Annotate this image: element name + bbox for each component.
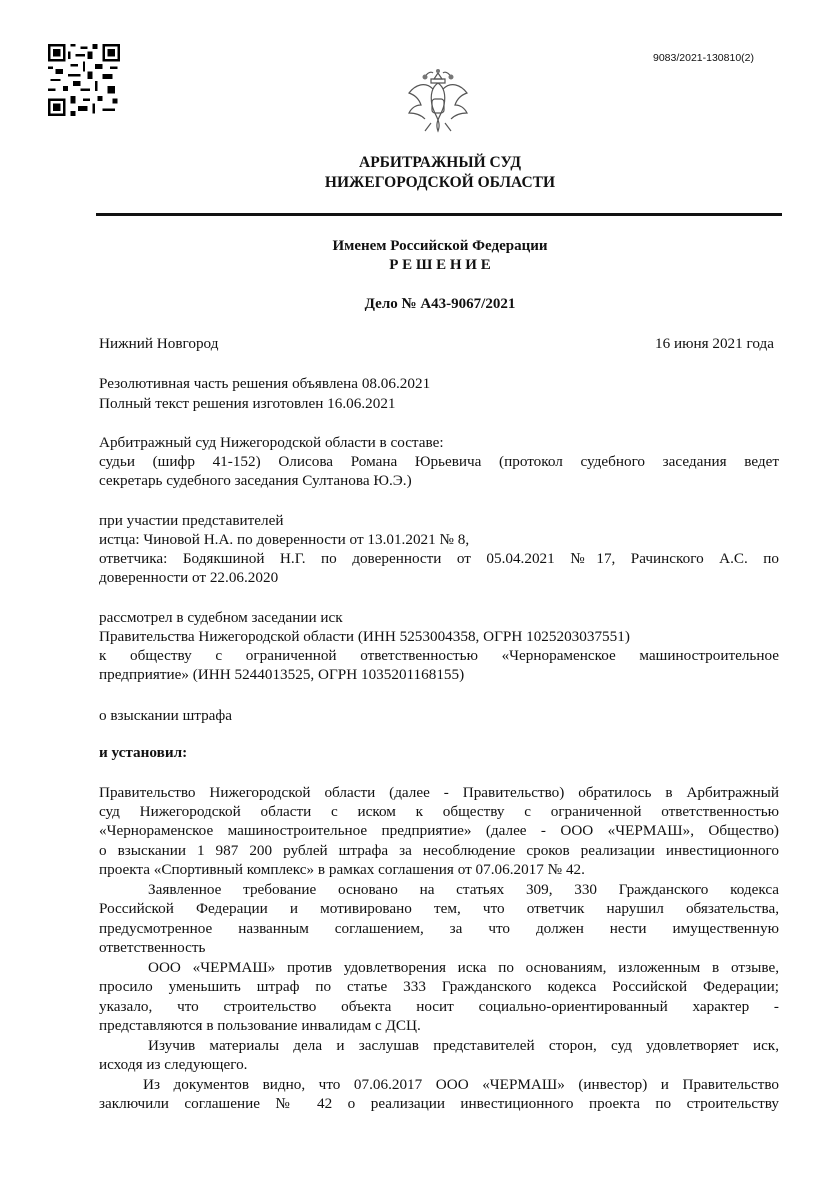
para2-line: Российской Федерации и мотивировано тем, что ответчик нарушил обязательства,: [99, 900, 779, 917]
claim-line: предприятие» (ИНН 5244013525, ОГРН 1035201168155): [99, 666, 465, 683]
in-name-heading: Именем Российской Федерации: [332, 238, 548, 254]
para1-line: Правительство Нижегородской области (далее - Правительство) обратилось в Арбитражный: [99, 784, 779, 801]
court-name-line1: АРБИТРАЖНЫЙ СУД: [359, 154, 521, 171]
para3-line: указало, что строительство объекта носит социально-ориентированный характер -: [99, 998, 779, 1015]
para5-line: заключили соглашение № 42 о реализации инвестиционного проекта по строительству: [99, 1095, 779, 1112]
composition-line: секретарь судебного заседания Султанова Ю.Э.): [99, 472, 412, 489]
decision-date: 16 июня 2021 года: [654, 335, 774, 352]
composition-line: Арбитражный суд Нижегородской области в составе:: [99, 434, 444, 451]
court-name-line2: НИЖЕГОРОДСКОЙ ОБЛАСТИ: [324, 174, 556, 191]
participants-line: доверенности от 22.06.2020: [99, 569, 279, 586]
resolution-announced: Резолютивная часть решения объявлена 08.06.2021: [99, 375, 431, 392]
qr-code: [48, 44, 120, 116]
para1-line: о взыскании 1 987 200 рублей штрафа за несоблюдение сроков реализации инвестиционного: [99, 842, 779, 859]
para3-line: представляются в пользование инвалидам с ДСЦ.: [99, 1017, 421, 1034]
para3-line: просило уменьшить штраф по статье 333 Гражданского кодекса Российской Федерации;: [99, 978, 779, 995]
claim-line: Правительства Нижегородской области (ИНН 5253004358, ОГРН 1025203037551): [99, 628, 630, 645]
para5-line: Из документов видно, что 07.06.2017 ООО «ЧЕРМАШ» (инвестор) и Правительство: [143, 1076, 779, 1093]
para2-line: Заявленное требование основано на статьях 309, 330 Гражданского кодекса: [148, 881, 779, 898]
participants-line: ответчика: Бодякшиной Н.Г. по доверенности от 05.04.2021 №17, Рачинского А.С. по: [99, 550, 779, 567]
para1-line: проекта «Спортивный комплекс» в рамках соглашения от 07.06.2017 № 42.: [99, 861, 585, 878]
coat-of-arms-emblem: [403, 63, 473, 141]
claim-line: к обществу с ограниченной ответственностью «Чернораменское машиностроительное: [99, 647, 779, 664]
para4-line: Изучив материалы дела и заслушав представителей сторон, суд удовлетворяет иск,: [148, 1037, 779, 1054]
claim-line: рассмотрел в судебном заседании иск: [99, 609, 343, 626]
para1-line: суд Нижегородской области с иском к обществу с ограниченной ответственностью: [99, 803, 779, 820]
case-number: Дело № А43-9067/2021: [364, 296, 516, 312]
decision-heading: Р Е Ш Е Н И Е: [389, 257, 491, 273]
header-rule: [96, 213, 782, 216]
para2-line: предусмотренное названным соглашением, за что должен нести имущественную: [99, 920, 779, 937]
para4-line: исходя из следующего.: [99, 1056, 248, 1073]
claim-subject: о взыскании штрафа: [99, 707, 233, 724]
para2-line: ответственность: [99, 939, 206, 956]
para1-line: «Чернораменское машиностроительное предприятие» (далее - ООО «ЧЕРМАШ», Общество): [99, 822, 779, 839]
participants-line: при участии представителей: [99, 512, 284, 529]
composition-line: судьи (шифр 41-152) Олисова Романа Юрьевича (протокол судебного заседания ведет: [99, 453, 779, 470]
participants-line: истца: Чиновой Н.А. по доверенности от 13.01.2021 № 8,: [99, 531, 470, 548]
full-text-prepared: Полный текст решения изготовлен 16.06.2021: [99, 395, 396, 412]
document-number: 9083/2021-130810(2): [652, 52, 754, 64]
city: Нижний Новгород: [99, 335, 219, 352]
established-heading: и установил:: [99, 744, 188, 761]
para3-line: ООО «ЧЕРМАШ» против удовлетворения иска по основаниям, изложенным в отзыве,: [148, 959, 779, 976]
